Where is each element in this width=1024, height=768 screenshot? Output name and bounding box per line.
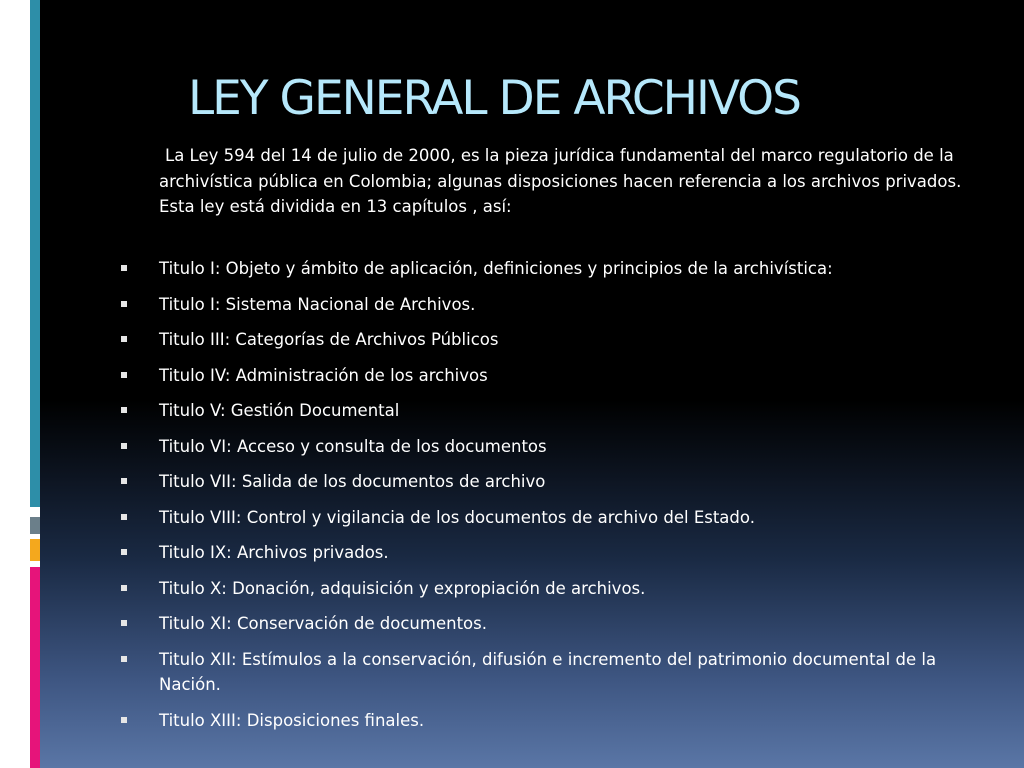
list-item — [118, 327, 974, 353]
list-item-text: Titulo III: Categorías de Archivos Públicos — [159, 330, 499, 349]
intro-paragraph: La Ley 594 del 14 de julio de 2000, es la pieza jurídica fundamental del marco regulatorio de la archivística pública en Colombia; algunas disposiciones hacen referencia a los archivos privados. Esta ley está dividida en 13 capítulos , así: — [159, 146, 962, 216]
list-item — [118, 540, 974, 566]
law-titles-list — [118, 256, 974, 743]
square-bullet-icon — [121, 407, 127, 413]
square-bullet-icon — [121, 265, 127, 271]
list-item — [118, 434, 974, 460]
square-bullet-icon — [121, 717, 127, 723]
list-item-text: Titulo VII: Salida de los documentos de archivo — [159, 472, 546, 491]
list-item-text: Titulo IX: Archivos privados. — [159, 543, 389, 562]
list-item-text: Titulo X: Donación, adquisición y expropiación de archivos. — [159, 578, 646, 598]
left-edge-strip — [0, 0, 40, 768]
list-item-text: Titulo VI: Acceso y consulta de los documentos — [159, 436, 547, 456]
square-bullet-icon — [121, 549, 127, 555]
list-item — [118, 647, 974, 698]
list-item-text: Titulo I: Objeto y ámbito de aplicación, definiciones y principios de la archivística: — [159, 259, 833, 278]
list-item-text: Titulo XI: Conservación de documentos. — [159, 614, 487, 633]
list-item — [118, 611, 974, 637]
list-item — [118, 576, 974, 602]
slide-canvas — [40, 0, 1024, 768]
slide-title: LEY GENERAL DE ARCHIVOS — [188, 71, 800, 126]
list-item-text: Titulo VIII: Control y vigilancia de los documentos de archivo del Estado. — [159, 507, 755, 527]
list-item — [118, 363, 974, 389]
list-item — [118, 398, 974, 424]
square-bullet-icon — [121, 443, 127, 449]
square-bullet-icon — [121, 620, 127, 626]
accent-bar-orange — [30, 539, 40, 561]
square-bullet-icon — [121, 478, 127, 484]
list-item-text: Titulo I: Sistema Nacional de Archivos. — [159, 294, 476, 314]
square-bullet-icon — [121, 585, 127, 591]
accent-bar-teal — [30, 0, 40, 507]
list-item — [118, 469, 974, 495]
square-bullet-icon — [121, 336, 127, 342]
list-item — [118, 256, 974, 282]
square-bullet-icon — [121, 656, 127, 662]
accent-bar-gray — [30, 517, 40, 534]
list-item-text: Titulo XII: Estímulos a la conservación, difusión e incremento del patrimonio documental de la Nación. — [159, 649, 937, 694]
list-item-text: Titulo V: Gestión Documental — [159, 401, 400, 420]
list-item — [118, 708, 974, 734]
square-bullet-icon — [121, 514, 127, 520]
square-bullet-icon — [121, 372, 127, 378]
list-item — [118, 505, 974, 531]
accent-bar-magenta — [30, 567, 40, 768]
list-item-text: Titulo XIII: Disposiciones finales. — [159, 710, 425, 730]
list-item-text: Titulo IV: Administración de los archivos — [159, 365, 488, 385]
square-bullet-icon — [121, 301, 127, 307]
list-item — [118, 292, 974, 318]
